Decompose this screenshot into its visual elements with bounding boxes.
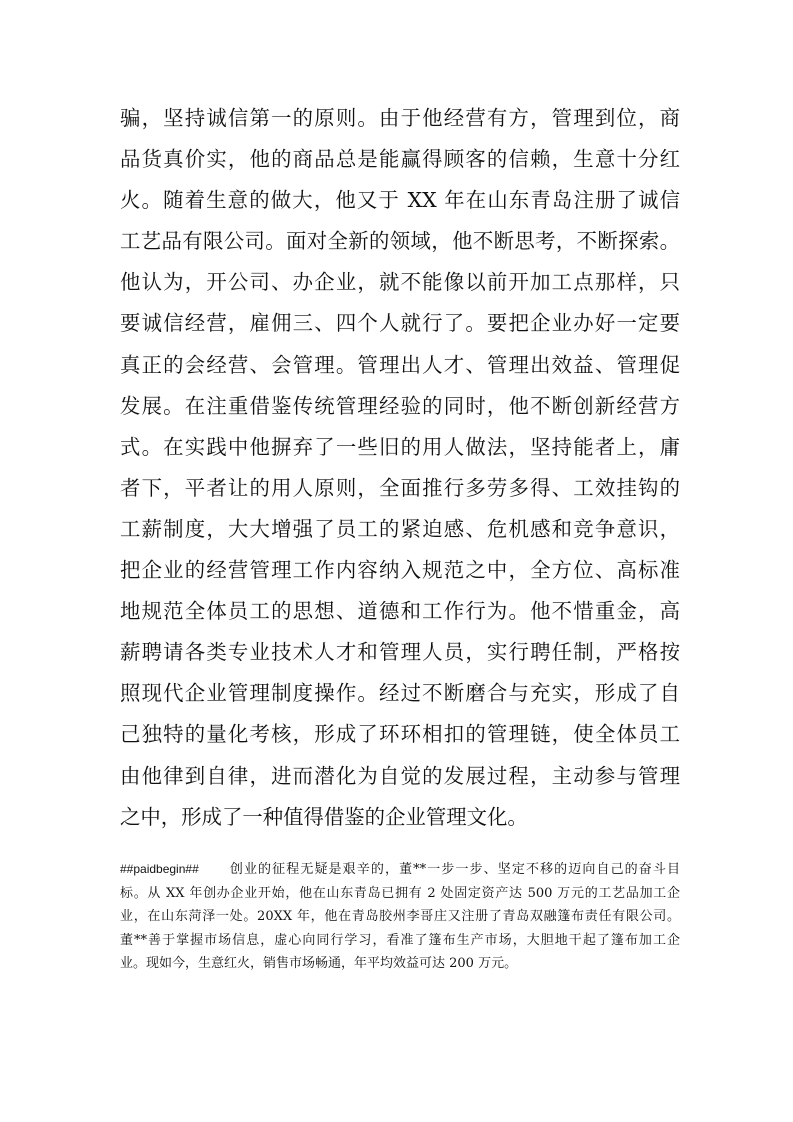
paragraph-line: 己独特的量化考核，形成了环环相扣的管理链，使全体员工 [120,722,680,747]
paragraph-line: 工薪制度，大大增强了员工的紧迫感、危机感和竞争意识， [120,516,680,541]
paragraph-line: 工艺品有限公司。面对全新的领域，他不断思考，不断探索。 [120,229,680,254]
paragraph-line: 地规范全体员工的思想、道德和工作行为。他不惜重金，高 [120,599,680,624]
paragraph-line: 式。在实践中他摒弃了一些旧的用人做法，坚持能者上，庸 [120,434,680,459]
paragraph-line: 火。随着生意的做大，他又于 XX 年在山东青岛注册了诚信 [120,188,680,213]
main-paragraph [120,98,680,838]
note-first-line-text: 创业的征程无疑是艰辛的，董**一步一步、坚定不移的迈向自己的奋斗目 [228,862,680,877]
note-line: 董**善于掌握市场信息，虚心向同行学习，看准了篷布生产市场，大胆地干起了篷布加工企 [120,932,680,948]
note-paragraph [120,858,680,976]
note-line: 标。从 XX 年创办企业开始，他在山东青岛已拥有 2 处固定资产达 500 万元的工艺品加工企 [120,885,680,901]
paid-begin-marker: ##paidbegin## [120,862,199,876]
note-line: 业，在山东菏泽一处。20XX 年，他在青岛胶州李哥庄又注册了青岛双融篷布责任有限公司。 [120,909,680,925]
note-line-last: 业。现如今，生意红火，销售市场畅通，年平均效益可达 200 万元。 [120,956,518,972]
paragraph-line: 由他律到自律，进而潜化为自觉的发展过程，主动参与管理 [120,763,680,788]
paragraph-line: 骗，坚持诚信第一的原则。由于他经营有方，管理到位，商 [120,106,680,130]
paragraph-line: 他认为，开公司、办企业，就不能像以前开加工点那样，只 [120,270,680,295]
paragraph-line: 照现代企业管理制度操作。经过不断磨合与充实，形成了自 [120,681,680,706]
paragraph-line: 品货真价实，他的商品总是能赢得顾客的信赖，生意十分红 [120,147,680,172]
paragraph-line: 真正的会经营、会管理。管理出人才、管理出效益、管理促 [120,352,680,377]
paragraph-line: 要诚信经营，雇佣三、四个人就行了。要把企业办好一定要 [120,311,680,336]
note-line-first [120,858,680,882]
paragraph-line: 者下，平者让的用人原则，全面推行多劳多得、工效挂钩的 [120,475,680,500]
paragraph-line: 发展。在注重借鉴传统管理经验的同时，他不断创新经营方 [120,393,680,418]
paragraph-line: 把企业的经营管理工作内容纳入规范之中，全方位、高标准 [120,558,680,583]
paragraph-line-last: 之中，形成了一种值得借鉴的企业管理文化。 [120,804,528,829]
paragraph-line: 薪聘请各类专业技术人才和管理人员，实行聘任制，严格按 [120,640,680,665]
